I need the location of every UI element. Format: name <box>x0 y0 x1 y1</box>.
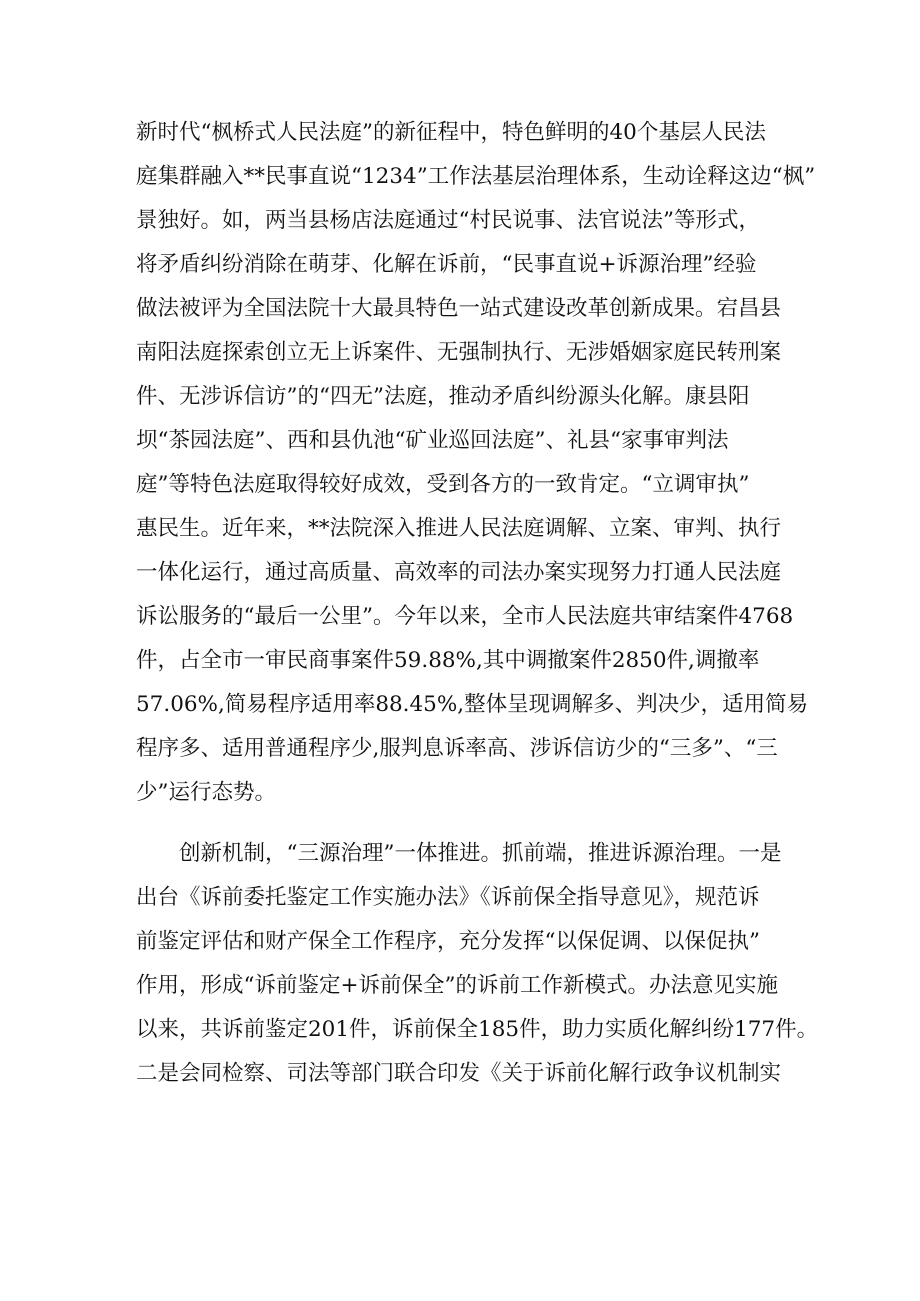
paragraph-1-line: 诉讼服务的“最后一公里”。今年以来，全市人民法庭共审结案件4768 <box>136 604 794 629</box>
paragraph-1-line: 件、无涉诉信访”的“四无”法庭，推动矛盾纠纷源头化解。康县阳 <box>136 384 750 409</box>
paragraph-1-line: 南阳法庭探索创立无上诉案件、无强制执行、无涉婚姻家庭民转刑案 <box>136 340 782 365</box>
paragraph-1-line: 程序多、适用普通程序少,服判息诉率高、涉诉信访少的“三多”、“三 <box>136 736 778 761</box>
paragraph-1-line: 将矛盾纠纷消除在萌芽、化解在诉前，“民事直说+诉源治理”经验 <box>136 252 757 277</box>
paragraph-1-line: 做法被评为全国法院十大最具特色一站式建设改革创新成果。宕昌县 <box>136 296 782 321</box>
paragraph-2-line: 前鉴定评估和财产保全工作程序，充分发挥“以保促调、以保促执” <box>136 929 760 954</box>
paragraph-1-line: 新时代“枫桥式人民法庭”的新征程中，特色鲜明的40个基层人民法 <box>136 120 766 145</box>
paragraph-1-line: 景独好。如，两当县杨店法庭通过“村民说事、法官说法”等形式， <box>136 208 760 233</box>
paragraph-1-line: 坝“茶园法庭”、西和县仇池“矿业巡回法庭”、礼县“家事审判法 <box>136 428 729 453</box>
paragraph-2-line: 以来，共诉前鉴定201件，诉前保全185件，助力实质化解纠纷177件。 <box>136 1017 819 1042</box>
paragraph-1-line: 件，占全市一审民商事案件59.88%,其中调撤案件2850件,调撤率 <box>136 648 760 673</box>
paragraph-2-line: 出台《诉前委托鉴定工作实施办法》《诉前保全指导意见》，规范诉 <box>136 885 760 910</box>
paragraph-2-line: 创新机制，“三源治理”一体推进。抓前端，推进诉源治理。一是 <box>179 841 782 866</box>
paragraph-1-line: 惠民生。近年来，**法院深入推进人民法庭调解、立案、审判、执行 <box>136 516 782 541</box>
paragraph-1-line: 57.06%,简易程序适用率88.45%,整体呈现调解多、判决少，适用简易 <box>136 692 809 717</box>
paragraph-2-line: 二是会同检察、司法等部门联合印发《关于诉前化解行政争议机制实 <box>136 1061 782 1086</box>
paragraph-1-line: 庭集群融入**民事直说“1234”工作法基层治理体系，生动诠释这边“枫” <box>136 164 816 189</box>
paragraph-1 <box>136 111 816 815</box>
paragraph-2-line: 作用，形成“诉前鉴定+诉前保全”的诉前工作新模式。办法意见实施 <box>136 973 779 998</box>
paragraph-1-line: 少”运行态势。 <box>136 780 276 805</box>
paragraph-1-line: 一体化运行，通过高质量、高效率的司法办案实现努力打通人民法庭 <box>136 560 782 585</box>
paragraph-1-line: 庭”等特色法庭取得较好成效，受到各方的一致肯定。“立调审执” <box>136 472 750 497</box>
paragraph-2 <box>136 832 819 1096</box>
